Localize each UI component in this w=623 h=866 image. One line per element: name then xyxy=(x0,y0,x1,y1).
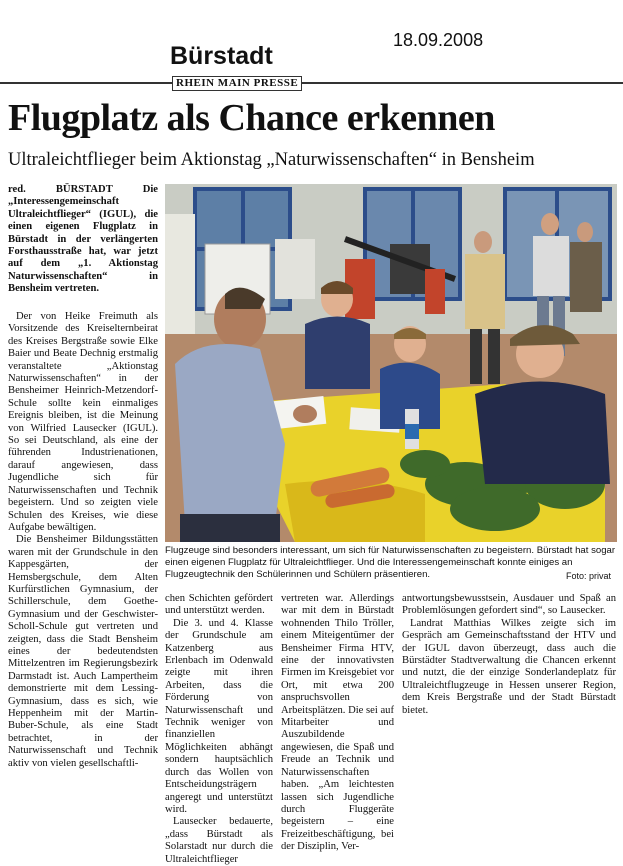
paragraph: Landrat Matthias Wilkes zeigte sich im Gespräch am Gemeinschaftsstand der HTV und der IGUL davon überzeugt, dass auch die Bürstädter Stadtverwaltung die Chancen erkennt und nutzt, die der einzige Sonderlandeplatz für Ultraleichtflugzeuge in Hessen unserer Region, dem Kreis Bergstraße und der Stadt Bürstadt bietet. xyxy=(402,617,616,716)
body-column-3 xyxy=(281,593,394,854)
paragraph: antwortungsbewusstsein, Ausdauer und Spaß an Problemlösungen gefordert sind“, so Lausecker. xyxy=(402,593,616,617)
masthead-rule xyxy=(0,82,623,84)
article-photo xyxy=(165,184,617,542)
masthead: Bürstadt xyxy=(170,42,273,70)
publisher-label: RHEIN MAIN PRESSE xyxy=(172,76,302,91)
paragraph: Die Bensheimer Bildungsstätten waren mit der Grundschule in den Kappesgärten, der Hemsbergschule, dem Alten Kurfürstlichen Gymnasium, der Schillerschule, dem Goethe-Gymnasium und der Geschwister-Scholl-Schule gut vertreten und zeigten, dass die Stadt Bensheim eines der bedeutendsten Mittelzentren im Regierungsbezirk Darmstadt ist. Auch Lampertheim demonstrierte mit dem Lessing-Gymnasium, dass es sich, wie Heppenheim mit der Martin-Buber-Schule, als eine Stadt betrachtet, in der Naturwissenschaft und Technik aktiv von vielen gesellschaftli- xyxy=(8,534,158,769)
photo-credit: Foto: privat xyxy=(562,570,611,582)
lead-paragraph: red. BÜRSTADT Die „Interessengemeinschaft Ultraleichtflieger“ (IGUL), die einen eigenen Flugplatz in Bürstadt in der verlängerten Forsthausstraße hat, war jetzt auf dem „1. Aktionstag Naturwissenschaften“ in Bensheim vertreten. xyxy=(8,184,158,295)
paragraph: vertreten war. Allerdings war mit dem in Bürstadt wohnenden Thilo Tröller, einem Miteigentümer der Bensheimer Firma HTV, eine der innovativsten Firmen im Kreisgebiet vor Ort, mit etwa 200 anspruchsvollen Arbeitsplätzen. Die sei auf Mitarbeiter und Auszubildende angewiesen, die Spaß und Freude an Technik und Naturwissenschaften haben. „Am leichtesten lassen sich Jugendliche durch Fluggeräte begeistern – eine Freizeitbeschäftigung, bei der Disziplin, Ver- xyxy=(281,593,394,853)
caption-text: Flugzeuge sind besonders interessant, um sich für Naturwissenschaften zu begeistern. Bürstadt hat sogar einen eigenen Flugplatz für Ultraleichtflieger. Und die Interessengemeinschaft konnte einiges an Flugzeugtechnik den Schülerinnen und Schülern präsentieren. xyxy=(165,545,616,580)
paragraph: Der von Heike Freimuth als Vorsitzende des Kreiselternbeirat des Kreises Bergstraße sowie Elke Baier und Beate Dechnig erstmalig veranstaltete „Aktionstag Naturwissenschaften“ in der Bensheimer Heinrich-Metzendorf-Schule sollte kein einmaliges Ereignis bleiben, ist die Meinung von Wilfried Lausecker (IGUL). So sei Deutschland, als eine der führenden Industrienationen, darauf angewiesen, dass Jugendliche sich für Naturwissenschaften und Technik begeistern. Und so zeigten viele Schulen des Kreises, wie diese Aufgabe bewältigen. xyxy=(8,311,158,533)
body-column-1 xyxy=(8,311,158,770)
body-column-4 xyxy=(402,593,616,717)
paragraph: Die 3. und 4. Klasse der Grundschule am Katzenberg aus Erlenbach im Odenwald zeigte mit ihren Arbeiten, dass die Förderung von Naturwissenschaft und Technik weniger von finanziellen Möglichkeiten abhängt sondern hauptsächlich durch das Wollen von Entscheidungsträgern angeregt und unterstützt wird. xyxy=(165,617,273,815)
body-column-2 xyxy=(165,593,273,866)
headline: Flugplatz als Chance erkennen xyxy=(8,97,495,139)
subheadline: Ultraleichtflieger beim Aktionstag „Naturwissenschaften“ in Bensheim xyxy=(8,150,535,170)
paragraph: Lausecker bedauerte, „dass Bürstadt als Solarstadt nur durch die Ultraleichtflieger xyxy=(165,816,273,865)
date-stamp: 18.09.2008 xyxy=(393,30,484,50)
photo-illustration xyxy=(165,184,617,542)
paragraph: chen Schichten gefördert und unterstützt werden. xyxy=(165,593,273,617)
photo-caption xyxy=(165,545,617,581)
